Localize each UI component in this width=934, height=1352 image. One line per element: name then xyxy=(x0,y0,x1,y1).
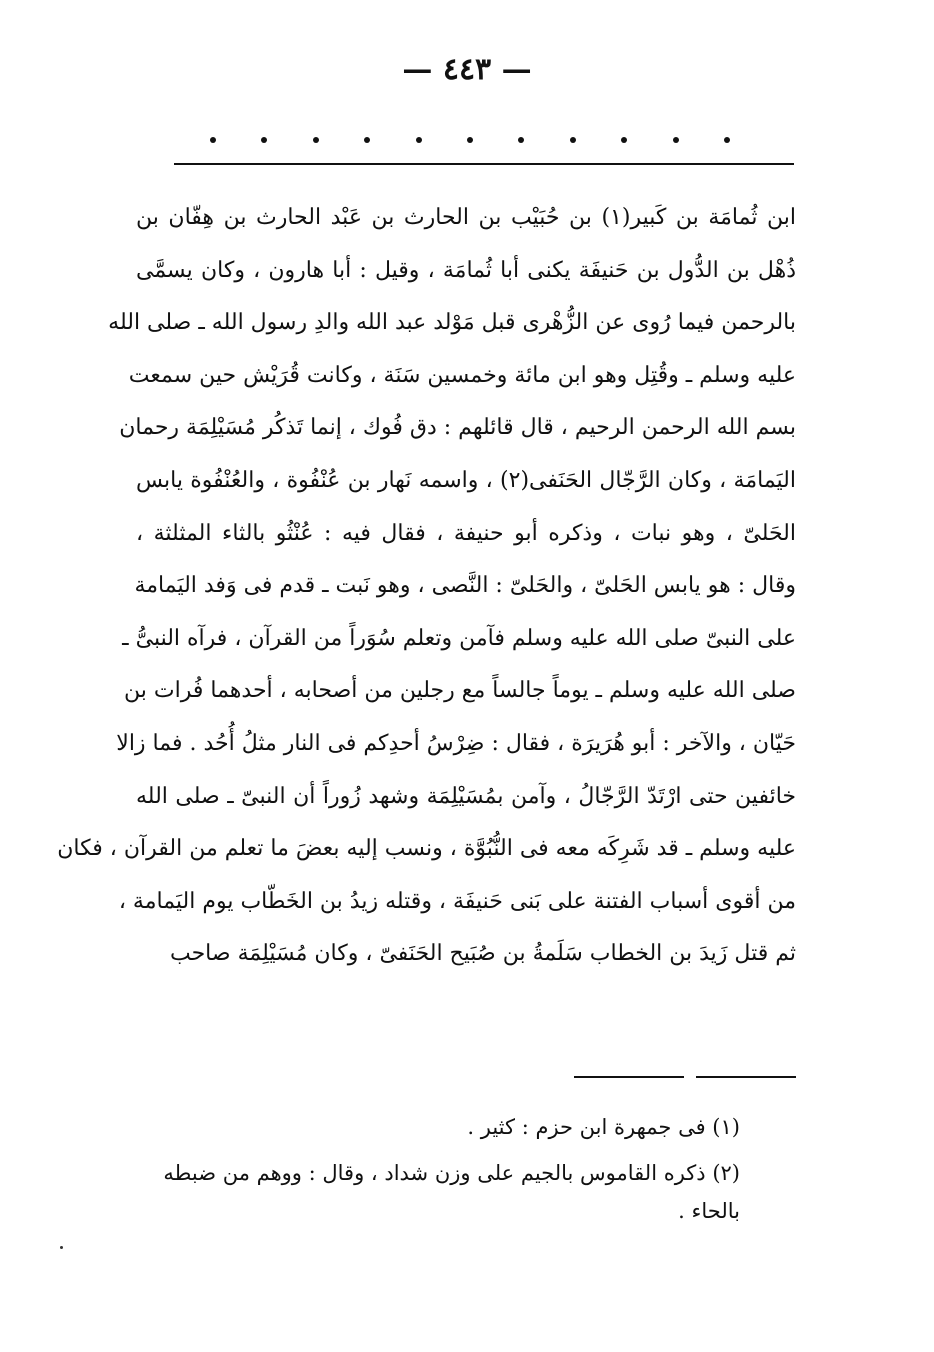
text-line: بالرحمن فيما رُوى عن الزُّهْرى قبل مَوْلد عبد الله والدِ رسول الله ـ صلى الله xyxy=(108,310,796,336)
footnote-1: (١) فى جمهرة ابن حزم : كثير . xyxy=(467,1115,740,1139)
dot xyxy=(673,137,679,143)
main-text xyxy=(57,192,796,981)
header-dots xyxy=(210,128,730,152)
dot xyxy=(261,137,267,143)
text-line: بسم الله الرحمن الرحيم ، قال قائلهم : دق فُوك ، إنما تَذكُر مُسَيْلِمَة رحمان xyxy=(119,415,796,441)
dot xyxy=(416,137,422,143)
text-line: خائفين حتى ارْتَدّ الرَّجّالُ ، وآمن بمُسَيْلِمَة وشهد زُوراً أن النبىّ ـ صلى الله xyxy=(136,783,796,809)
ink-speck xyxy=(60,1246,63,1249)
dot xyxy=(210,137,216,143)
dot xyxy=(724,137,730,143)
footnote-2: (٢) ذكره القاموس بالجيم على وزن شداد ، وقال : ووهم من ضبطه بالحاء . xyxy=(163,1161,740,1223)
page-number: — ٤٤٣ — xyxy=(402,52,532,87)
footnote-separator xyxy=(574,1076,796,1078)
text-line: حَيّان ، والآخر : أبو هُرَيرَة ، فقال : ضِرْسُ أحدِكم فى النار مثلُ أُحُد . فما زالا xyxy=(116,730,796,756)
dot xyxy=(313,137,319,143)
text-line: عليه وسلم ـ قد شَرِكَه معه فى النُّبُوَّة ، ونسب إليه بعضَ ما تعلم من القرآن ، فكان xyxy=(57,836,796,862)
text-line: عليه وسلم ـ وقُتِل وهو ابن مائة وخمسين سَنَة ، وكانت قُرَيْش حين سمعت xyxy=(128,362,796,388)
text-line: اليَمامَة ، وكان الرَّجّال الحَنَفى(٢) ، واسمه نَهار بن عُنْفُوة ، والعُنْفُوة يابس xyxy=(136,467,796,493)
dot xyxy=(364,137,370,143)
text-line: صلى الله عليه وسلم ـ يوماً جالساً مع رجلين من أصحابه ، أحدهما فُرات بن xyxy=(124,678,796,704)
text-line: وقال : هو يابس الحَلىّ ، والحَلىّ : النَّصى ، وهو نَبت ـ قدم فى وَفد اليَمامة xyxy=(134,573,796,599)
dot xyxy=(570,137,576,143)
separator-segment xyxy=(574,1076,684,1078)
text-line: على النبىّ صلى الله عليه وسلم فآمن وتعلم سُوَراً من القرآن ، فرآه النبىُّ ـ xyxy=(122,625,796,651)
dot xyxy=(467,137,473,143)
text-line: ثم قتل زَيدَ بن الخطاب سَلَمةُ بن صُبَيح الحَنَفىّ ، وكان مُسَيْلِمَة صاحب xyxy=(169,941,796,967)
text-line: ابن ثُمامَة بن كَبير(١) بن حُبَيْب بن الحارث بن عَبْد الحارث بن هِفّان بن xyxy=(136,205,796,230)
dot xyxy=(518,137,524,143)
separator-segment xyxy=(696,1076,796,1078)
footnotes xyxy=(130,1108,740,1238)
text-line: الحَلىّ ، وهو نبات ، وذكره أبو حنيفة ، فقال فيه : عُنْثُو بالثاء المثلثة ، xyxy=(136,520,796,546)
text-line: من أقوى أسباب الفتنة على بَنى حَنيفَة ، وقتله زيدُ بن الخَطّاب يوم اليَمامة ، xyxy=(118,888,796,914)
text-line: ذُهْل بن الدُّول بن حَنيفَة يكنى أبا ثُمامَة ، وقيل : أبا هارون ، وكان يسمَّى xyxy=(136,257,796,283)
dot xyxy=(621,137,627,143)
header-rule xyxy=(174,163,794,165)
